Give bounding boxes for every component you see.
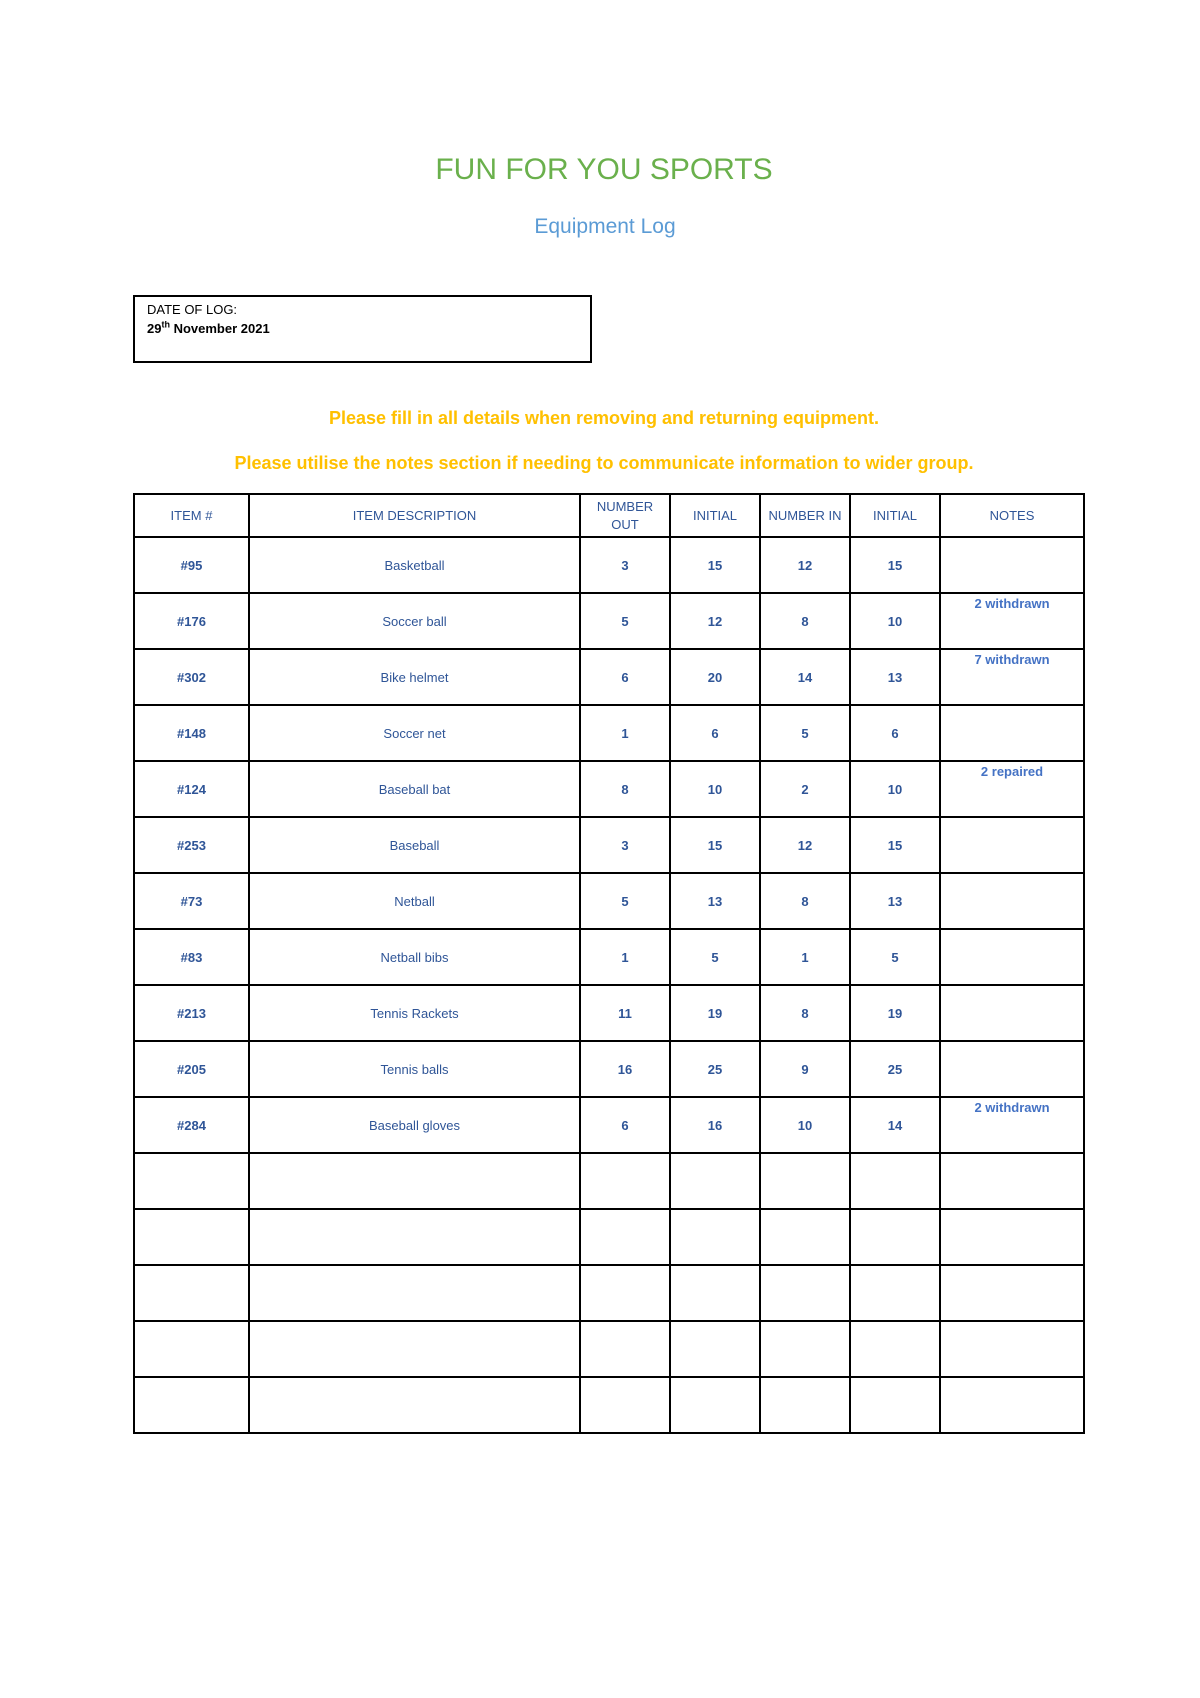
number-in-cell[interactable]: 2 [760,761,850,817]
item-description-cell[interactable]: Baseball bat [249,761,580,817]
table-row [134,1041,1084,1097]
item-description-cell[interactable] [249,1265,580,1321]
number-in-cell[interactable]: 5 [760,705,850,761]
notes-text: 7 withdrawn [974,652,1050,667]
table-row [134,1265,1084,1321]
number-out-cell[interactable] [580,1153,670,1209]
item-number-cell[interactable]: #148 [134,705,249,761]
notes-cell[interactable] [940,761,1084,817]
item-number-cell[interactable]: #176 [134,593,249,649]
notes-cell[interactable] [940,817,1084,873]
initial-in-cell[interactable]: 10 [850,761,940,817]
item-description-cell[interactable]: Baseball [249,817,580,873]
equipment-log-table [133,493,1085,1434]
item-number-cell[interactable] [134,1377,249,1433]
number-out-cell[interactable]: 6 [580,1097,670,1153]
notes-cell[interactable] [940,537,1084,593]
date-label: DATE OF LOG: [147,302,238,317]
number-in-cell[interactable]: 10 [760,1097,850,1153]
number-out-cell[interactable] [580,1377,670,1433]
number-in-cell[interactable]: 14 [760,649,850,705]
initial-in-cell[interactable] [850,1321,940,1377]
column-header-notes: NOTES [940,494,1084,537]
table-row [134,761,1084,817]
number-out-cell[interactable]: 3 [580,537,670,593]
number-in-cell[interactable] [760,1321,850,1377]
item-description-cell[interactable]: Soccer net [249,705,580,761]
item-number-cell[interactable]: #73 [134,873,249,929]
table-row [134,1097,1084,1153]
date-value [147,319,578,338]
initial-out-cell[interactable]: 13 [670,873,760,929]
item-number-cell[interactable]: #213 [134,985,249,1041]
number-in-cell[interactable]: 8 [760,593,850,649]
item-number-cell[interactable] [134,1153,249,1209]
notes-cell[interactable] [940,1041,1084,1097]
item-description-cell[interactable] [249,1153,580,1209]
item-description-cell[interactable]: Tennis Rackets [249,985,580,1041]
initial-in-cell[interactable]: 13 [850,649,940,705]
initial-out-cell[interactable] [670,1377,760,1433]
item-number-cell[interactable] [134,1209,249,1265]
notes-cell[interactable] [940,1097,1084,1153]
initial-out-cell[interactable]: 10 [670,761,760,817]
item-description-cell[interactable]: Netball bibs [249,929,580,985]
item-description-cell[interactable]: Netball [249,873,580,929]
number-out-cell[interactable]: 5 [580,593,670,649]
initial-out-cell[interactable]: 15 [670,537,760,593]
initial-out-cell[interactable]: 25 [670,1041,760,1097]
item-number-cell[interactable]: #284 [134,1097,249,1153]
initial-in-cell[interactable]: 13 [850,873,940,929]
notes-cell[interactable] [940,929,1084,985]
notes-cell[interactable] [940,1209,1084,1265]
table-row [134,985,1084,1041]
initial-out-cell[interactable]: 6 [670,705,760,761]
number-in-cell[interactable]: 12 [760,537,850,593]
item-description-cell[interactable] [249,1377,580,1433]
table-row [134,537,1084,593]
number-out-cell[interactable]: 5 [580,873,670,929]
item-number-cell[interactable]: #95 [134,537,249,593]
notes-cell[interactable] [940,649,1084,705]
column-header-item-number: ITEM # [134,494,249,537]
table-row [134,705,1084,761]
item-description-cell[interactable]: Tennis balls [249,1041,580,1097]
notes-cell[interactable] [940,1265,1084,1321]
table-row [134,1209,1084,1265]
item-description-cell[interactable] [249,1209,580,1265]
item-description-cell[interactable]: Soccer ball [249,593,580,649]
item-number-cell[interactable]: #124 [134,761,249,817]
initial-in-cell[interactable]: 19 [850,985,940,1041]
item-description-cell[interactable]: Basketball [249,537,580,593]
initial-in-cell[interactable]: 5 [850,929,940,985]
initial-out-cell[interactable] [670,1265,760,1321]
number-out-cell[interactable]: 1 [580,929,670,985]
number-out-cell[interactable]: 8 [580,761,670,817]
initial-out-cell[interactable]: 15 [670,817,760,873]
initial-out-cell[interactable] [670,1321,760,1377]
initial-in-cell[interactable]: 15 [850,537,940,593]
initial-in-cell[interactable] [850,1377,940,1433]
item-number-cell[interactable]: #302 [134,649,249,705]
initial-in-cell[interactable]: 25 [850,1041,940,1097]
initial-out-cell[interactable]: 19 [670,985,760,1041]
number-out-cell[interactable] [580,1321,670,1377]
number-in-cell[interactable] [760,1209,850,1265]
number-out-cell[interactable]: 3 [580,817,670,873]
table-row [134,649,1084,705]
number-in-cell[interactable]: 8 [760,985,850,1041]
notes-cell[interactable] [940,1153,1084,1209]
item-number-cell[interactable]: #83 [134,929,249,985]
initial-in-cell[interactable]: 15 [850,817,940,873]
item-description-cell[interactable] [249,1321,580,1377]
date-of-log-box[interactable] [133,295,592,363]
number-out-cell[interactable] [580,1209,670,1265]
column-header-item-description: ITEM DESCRIPTION [249,494,580,537]
number-out-cell[interactable]: 6 [580,649,670,705]
initial-out-cell[interactable]: 20 [670,649,760,705]
table-row [134,593,1084,649]
item-number-cell[interactable] [134,1321,249,1377]
initial-out-cell[interactable] [670,1153,760,1209]
initial-in-cell[interactable] [850,1153,940,1209]
notes-text: 2 repaired [980,764,1044,779]
initial-out-cell[interactable] [670,1209,760,1265]
column-header-initial-in: INITIAL [850,494,940,537]
column-header-number-in: NUMBER IN [760,494,850,537]
column-header-initial-out: INITIAL [670,494,760,537]
table-row [134,929,1084,985]
number-in-cell[interactable] [760,1265,850,1321]
item-description-cell[interactable]: Baseball gloves [249,1097,580,1153]
initial-out-cell[interactable]: 5 [670,929,760,985]
notes-cell[interactable] [940,1321,1084,1377]
notes-cell[interactable] [940,1377,1084,1433]
notes-cell[interactable] [940,593,1084,649]
notes-text: 2 withdrawn [974,596,1050,611]
table-row [134,873,1084,929]
item-description-cell[interactable]: Bike helmet [249,649,580,705]
number-in-cell[interactable]: 8 [760,873,850,929]
page-title: FUN FOR YOU SPORTS [435,153,773,186]
number-in-cell[interactable]: 9 [760,1041,850,1097]
instruction-fill-details: Please fill in all details when removing and returning equipment. [328,408,880,428]
date-day-suffix: th [161,319,170,330]
date-month-year: November 2021 [169,321,270,336]
initial-in-cell[interactable]: 6 [850,705,940,761]
number-in-cell[interactable]: 1 [760,929,850,985]
notes-cell[interactable] [940,873,1084,929]
number-in-cell[interactable] [760,1153,850,1209]
initial-in-cell[interactable] [850,1209,940,1265]
notes-text: 2 withdrawn [974,1100,1050,1115]
date-day: 29 [147,321,162,336]
column-header-number-out: NUMBER OUT [580,494,670,537]
initial-out-cell[interactable]: 12 [670,593,760,649]
item-number-cell[interactable] [134,1265,249,1321]
item-number-cell[interactable]: #253 [134,817,249,873]
number-in-cell[interactable]: 12 [760,817,850,873]
instruction-notes: Please utilise the notes section if needing to communicate information to wider group. [234,453,974,473]
table-row [134,1153,1084,1209]
initial-in-cell[interactable]: 10 [850,593,940,649]
table-row [134,817,1084,873]
number-out-cell[interactable]: 11 [580,985,670,1041]
number-out-cell[interactable]: 1 [580,705,670,761]
page-subtitle: Equipment Log [534,215,676,238]
notes-cell[interactable] [940,705,1084,761]
initial-out-cell[interactable]: 16 [670,1097,760,1153]
item-number-cell[interactable]: #205 [134,1041,249,1097]
number-out-cell[interactable]: 16 [580,1041,670,1097]
table-row [134,1377,1084,1433]
table-row [134,1321,1084,1377]
notes-cell[interactable] [940,985,1084,1041]
initial-in-cell[interactable] [850,1265,940,1321]
number-out-cell[interactable] [580,1265,670,1321]
initial-in-cell[interactable]: 14 [850,1097,940,1153]
table-header-row [134,494,1084,537]
number-in-cell[interactable] [760,1377,850,1433]
